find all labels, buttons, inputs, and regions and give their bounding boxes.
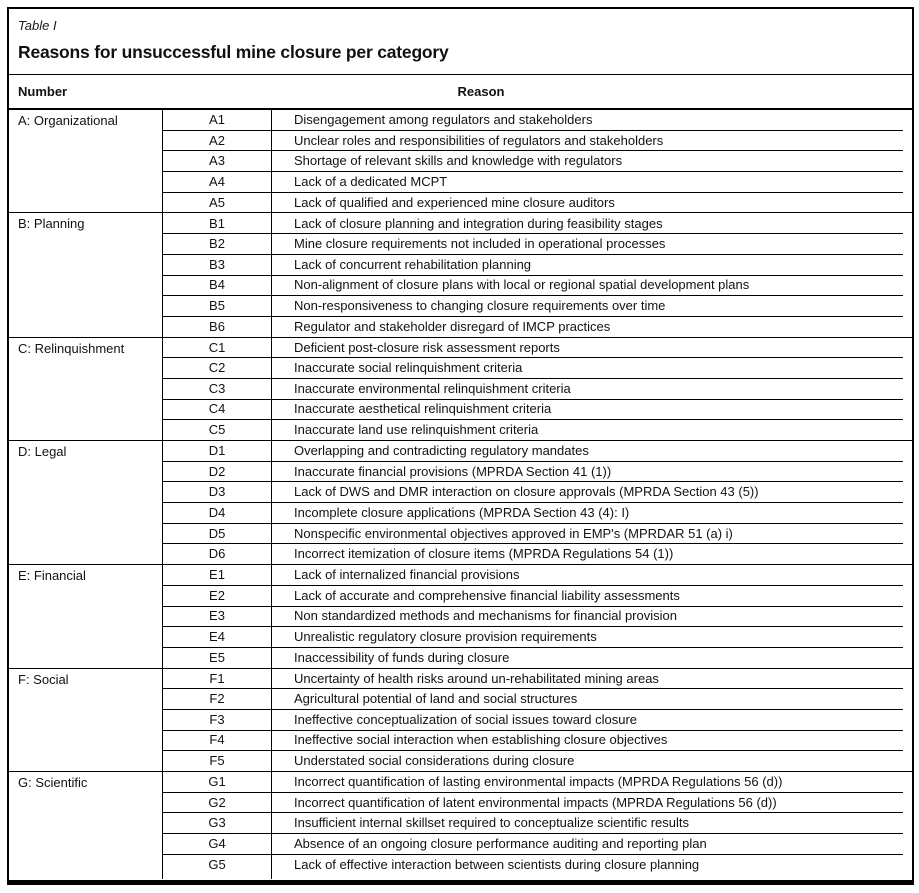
reason-cell: Lack of DWS and DMR interaction on closure approvals (MPRDA Section 43 (5)) bbox=[272, 481, 912, 502]
code-cell: B1 bbox=[163, 212, 272, 233]
reason-cell: Nonspecific environmental objectives approved in EMP's (MPRDAR 51 (a) i) bbox=[272, 523, 912, 544]
code-cell: C4 bbox=[163, 399, 272, 420]
table-row bbox=[9, 440, 912, 461]
reason-cell: Non-responsiveness to changing closure requirements over time bbox=[272, 295, 912, 316]
table-body bbox=[9, 109, 912, 879]
code-cell: E5 bbox=[163, 647, 272, 668]
table-title: Reasons for unsuccessful mine closure per category bbox=[18, 42, 449, 62]
code-cell: A2 bbox=[163, 130, 272, 151]
category-cell: F: Social bbox=[9, 668, 163, 771]
code-cell: G4 bbox=[163, 833, 272, 854]
reason-cell: Agricultural potential of land and social structures bbox=[272, 688, 912, 709]
header-row bbox=[9, 75, 912, 109]
reason-cell: Lack of concurrent rehabilitation planning bbox=[272, 254, 912, 275]
code-cell: A5 bbox=[163, 192, 272, 213]
reason-cell: Inaccessibility of funds during closure bbox=[272, 647, 912, 668]
reason-cell: Unclear roles and responsibilities of regulators and stakeholders bbox=[272, 130, 912, 151]
reason-cell: Inaccurate land use relinquishment criteria bbox=[272, 419, 912, 440]
reason-cell: Inaccurate financial provisions (MPRDA Section 41 (1)) bbox=[272, 461, 912, 482]
reasons-table bbox=[9, 75, 912, 879]
code-cell: F3 bbox=[163, 709, 272, 730]
code-cell: D5 bbox=[163, 523, 272, 544]
reason-cell: Incomplete closure applications (MPRDA Section 43 (4): I) bbox=[272, 502, 912, 523]
code-cell: B4 bbox=[163, 275, 272, 296]
code-cell: B3 bbox=[163, 254, 272, 275]
reason-cell: Incorrect quantification of lasting environmental impacts (MPRDA Regulations 56 (d)) bbox=[272, 771, 912, 792]
code-cell: E1 bbox=[163, 564, 272, 585]
table-label: Table I bbox=[18, 18, 57, 33]
reason-cell: Disengagement among regulators and stakeholders bbox=[272, 109, 912, 130]
reason-cell: Deficient post-closure risk assessment reports bbox=[272, 337, 912, 358]
code-cell: A3 bbox=[163, 150, 272, 171]
table-row bbox=[9, 212, 912, 233]
reason-cell: Overlapping and contradicting regulatory mandates bbox=[272, 440, 912, 461]
code-cell: D4 bbox=[163, 502, 272, 523]
code-cell: D6 bbox=[163, 543, 272, 564]
code-cell: B5 bbox=[163, 295, 272, 316]
code-cell: E2 bbox=[163, 585, 272, 606]
reason-cell: Uncertainty of health risks around un-rehabilitated mining areas bbox=[272, 668, 912, 689]
table-row bbox=[9, 337, 912, 358]
code-cell: F2 bbox=[163, 688, 272, 709]
reason-cell: Absence of an ongoing closure performance auditing and reporting plan bbox=[272, 833, 912, 854]
code-cell: E3 bbox=[163, 606, 272, 627]
code-cell: D3 bbox=[163, 481, 272, 502]
code-cell: C2 bbox=[163, 357, 272, 378]
category-cell: B: Planning bbox=[9, 212, 163, 336]
reason-cell: Ineffective conceptualization of social issues toward closure bbox=[272, 709, 912, 730]
reason-cell: Lack of closure planning and integration during feasibility stages bbox=[272, 212, 912, 233]
code-cell: G3 bbox=[163, 812, 272, 833]
code-cell: G5 bbox=[163, 854, 272, 875]
code-cell: A4 bbox=[163, 171, 272, 192]
reason-cell: Lack of accurate and comprehensive financial liability assessments bbox=[272, 585, 912, 606]
code-cell: C3 bbox=[163, 378, 272, 399]
category-cell: G: Scientific bbox=[9, 771, 163, 879]
spacer-cell bbox=[272, 874, 912, 879]
code-cell: F5 bbox=[163, 750, 272, 771]
table-caption bbox=[9, 9, 912, 75]
code-cell: D1 bbox=[163, 440, 272, 461]
reason-cell: Regulator and stakeholder disregard of IMCP practices bbox=[272, 316, 912, 337]
reason-cell: Inaccurate aesthetical relinquishment criteria bbox=[272, 399, 912, 420]
column-header-number: Number bbox=[9, 75, 272, 109]
category-cell: D: Legal bbox=[9, 440, 163, 564]
table-row bbox=[9, 771, 912, 792]
table-row bbox=[9, 668, 912, 689]
code-cell: C5 bbox=[163, 419, 272, 440]
table-row bbox=[9, 564, 912, 585]
reason-cell: Shortage of relevant skills and knowledge with regulators bbox=[272, 150, 912, 171]
reason-cell: Non standardized methods and mechanisms for financial provision bbox=[272, 606, 912, 627]
reason-cell: Lack of a dedicated MCPT bbox=[272, 171, 912, 192]
code-cell: F1 bbox=[163, 668, 272, 689]
reason-cell: Lack of qualified and experienced mine closure auditors bbox=[272, 192, 912, 213]
category-cell: A: Organizational bbox=[9, 109, 163, 212]
reason-cell: Lack of internalized financial provisions bbox=[272, 564, 912, 585]
reason-cell: Understated social considerations during closure bbox=[272, 750, 912, 771]
reason-cell: Insufficient internal skillset required to conceptualize scientific results bbox=[272, 812, 912, 833]
table-header bbox=[9, 75, 912, 109]
reason-cell: Non-alignment of closure plans with local or regional spatial development plans bbox=[272, 275, 912, 296]
reason-cell: Mine closure requirements not included in operational processes bbox=[272, 233, 912, 254]
table-row bbox=[9, 109, 912, 130]
spacer-cell bbox=[163, 874, 272, 879]
code-cell: C1 bbox=[163, 337, 272, 358]
code-cell: B6 bbox=[163, 316, 272, 337]
reason-cell: Inaccurate environmental relinquishment criteria bbox=[272, 378, 912, 399]
code-cell: G1 bbox=[163, 771, 272, 792]
reason-cell: Ineffective social interaction when establishing closure objectives bbox=[272, 730, 912, 751]
table-card bbox=[7, 7, 914, 885]
column-header-reason: Reason bbox=[272, 75, 912, 109]
reason-cell: Unrealistic regulatory closure provision requirements bbox=[272, 626, 912, 647]
category-cell: C: Relinquishment bbox=[9, 337, 163, 440]
reason-cell: Incorrect itemization of closure items (MPRDA Regulations 54 (1)) bbox=[272, 543, 912, 564]
reason-cell: Inaccurate social relinquishment criteria bbox=[272, 357, 912, 378]
code-cell: A1 bbox=[163, 109, 272, 130]
reason-cell: Lack of effective interaction between scientists during closure planning bbox=[272, 854, 912, 875]
code-cell: G2 bbox=[163, 792, 272, 813]
code-cell: B2 bbox=[163, 233, 272, 254]
category-cell: E: Financial bbox=[9, 564, 163, 667]
code-cell: D2 bbox=[163, 461, 272, 482]
code-cell: E4 bbox=[163, 626, 272, 647]
reason-cell: Incorrect quantification of latent environmental impacts (MPRDA Regulations 56 (d)) bbox=[272, 792, 912, 813]
code-cell: F4 bbox=[163, 730, 272, 751]
